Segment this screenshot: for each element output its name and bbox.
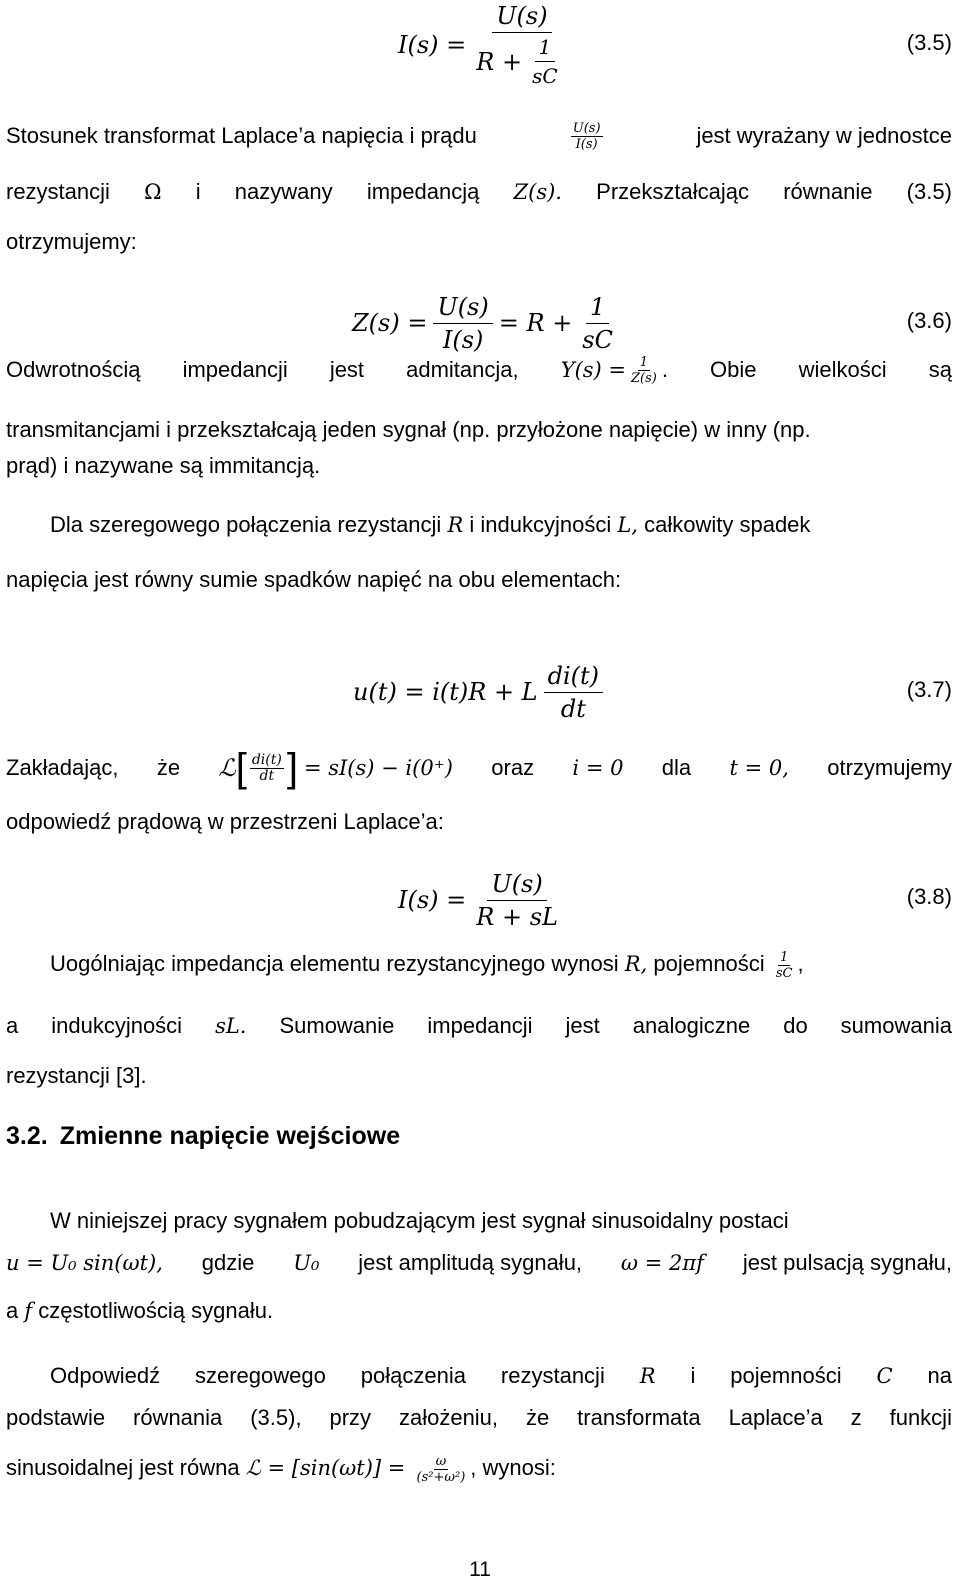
- paragraph-6-line-3: [6, 1293, 952, 1329]
- page-number: 11: [469, 1558, 491, 1581]
- word: wielkości: [798, 357, 887, 382]
- math-expression: = sI(s) − i(0⁺): [303, 756, 453, 780]
- text: a: [6, 1298, 19, 1323]
- eq35-inner-fraction: [528, 35, 562, 88]
- text: Dla szeregowego połączenia rezystancji: [50, 512, 442, 537]
- word: (3.5): [906, 179, 952, 204]
- math-laplace-sine: ℒ = [sin(ωt)] =: [245, 1456, 406, 1480]
- word: funkcji: [889, 1405, 952, 1430]
- word: impedancją: [366, 179, 480, 204]
- equation-number: (3.5): [906, 30, 952, 55]
- eq36-mid: = R +: [498, 309, 573, 337]
- eq37-lhs: u(t) = i(t)R + L: [353, 678, 538, 706]
- word: impedancji: [427, 1013, 533, 1038]
- word: oraz: [491, 755, 535, 780]
- word: (3.5),: [250, 1405, 302, 1430]
- eq37-fraction: [544, 662, 603, 723]
- math-t-zero: t = 0,: [729, 756, 789, 780]
- fraction-denominator: I(s): [575, 136, 598, 152]
- text: częstotliwością sygnału.: [38, 1298, 274, 1323]
- eq36-numerator: U(s): [433, 293, 492, 324]
- word: otrzymujemy: [827, 755, 952, 780]
- word: równanie: [783, 179, 873, 204]
- paragraph-1-line-3: otrzymujemy:: [6, 229, 137, 254]
- word: rezystancji: [500, 1363, 605, 1388]
- eq35-numerator: U(s): [492, 2, 551, 33]
- text: , wynosi:: [470, 1455, 556, 1480]
- section-title: Zmienne napięcie wejściowe: [59, 1122, 401, 1150]
- word: równania: [133, 1405, 223, 1430]
- word: sumowania: [840, 1013, 952, 1038]
- word: Obie: [710, 357, 757, 382]
- math-r: R: [639, 1364, 656, 1388]
- paragraph-4-line-1: [6, 746, 952, 790]
- word: i: [195, 179, 201, 204]
- paragraph-2-line-3: prąd) i nazywane są immitancją.: [6, 453, 321, 478]
- equation-number: (3.7): [906, 677, 952, 702]
- word: założeniu,: [398, 1405, 499, 1430]
- word: dla: [661, 755, 692, 780]
- word: rezystancji: [6, 179, 110, 204]
- comma: ,: [797, 951, 804, 976]
- eq36-denominator-2: sC: [582, 325, 613, 354]
- fraction-numerator: 1: [639, 354, 649, 370]
- paragraph-1-line-1: [6, 118, 952, 154]
- eq35-inner-den: sC: [532, 64, 558, 88]
- paragraph-1-line-2: [6, 174, 952, 210]
- word: Sumowanie: [279, 1013, 395, 1038]
- paragraph-2-line-1: [6, 352, 952, 388]
- word: szeregowego: [195, 1363, 326, 1388]
- eq38-fraction: [472, 870, 562, 931]
- eq38-numerator: U(s): [487, 870, 546, 901]
- eq37-denominator: dt: [560, 694, 586, 723]
- math-u0: U₀: [293, 1251, 320, 1275]
- inline-fraction: [629, 355, 659, 386]
- eq35-lhs: I(s) =: [398, 31, 467, 59]
- math-omega-def: ω = 2πf: [620, 1251, 704, 1275]
- paragraph-4-line-2: odpowiedź prądową w przestrzeni Laplace’a:: [6, 809, 444, 834]
- fraction-denominator: sC: [775, 965, 793, 981]
- eq36-lhs: Z(s) =: [352, 309, 428, 337]
- math-r: R,: [624, 952, 648, 976]
- section-heading: [6, 1122, 412, 1151]
- paragraph-7-line-1: [50, 1358, 952, 1394]
- inline-fraction: [571, 121, 603, 152]
- word: admitancja,: [406, 357, 519, 382]
- math-laplace-derivative: ℒ [ $\frac{di(t)}{dt}$ ] = sI(s) − i(0⁺): [218, 746, 453, 790]
- word: Laplace’a: [728, 1405, 823, 1430]
- math-omega: Ω: [144, 180, 162, 204]
- equation-3-8: [0, 860, 960, 940]
- word: pojemności: [730, 1363, 842, 1388]
- eq38-denominator: R + sL: [476, 902, 558, 931]
- fraction-numerator: di(t): [251, 751, 282, 768]
- text: i indukcyjności: [469, 512, 612, 537]
- text: gdzie: [201, 1250, 255, 1275]
- inline-fraction: [250, 753, 284, 784]
- math-admittance: Y(s) = $\frac{1}{Z(s)}$ .: [561, 352, 668, 388]
- section-number: 3.2.: [6, 1122, 48, 1150]
- word: indukcyjności: [51, 1013, 183, 1038]
- word: połączenia: [360, 1363, 466, 1388]
- fraction-denominator: Z(s): [631, 370, 657, 386]
- inline-fraction: [774, 950, 795, 981]
- paragraph-6-line-1: W niniejszej pracy sygnałem pobudzającym jest sygnał sinusoidalny postaci: [50, 1208, 789, 1233]
- fraction-denominator: dt: [259, 767, 275, 784]
- word: do: [783, 1013, 808, 1038]
- word: i: [690, 1363, 696, 1388]
- paragraph-3-line-2: napięcia jest równy sumie spadków napięć na obu elementach:: [6, 567, 622, 592]
- math-signal: u = U₀ sin(ωt),: [6, 1251, 163, 1275]
- word: na: [927, 1363, 952, 1388]
- word: Przekształcając: [596, 179, 749, 204]
- equation-3-5: [0, 0, 960, 90]
- equation-3-7: [0, 647, 960, 737]
- text: Stosunek transformat Laplace’a napięcia i prądu: [6, 123, 477, 148]
- text: jest pulsacją sygnału,: [742, 1250, 952, 1275]
- fraction-numerator: U(s): [572, 120, 601, 136]
- word: są: [928, 357, 952, 382]
- eq38-lhs: I(s) =: [398, 886, 467, 914]
- word: podstawie: [6, 1405, 106, 1430]
- text: sinusoidalnej jest równa: [6, 1455, 240, 1480]
- word: przy: [329, 1405, 372, 1430]
- eq36-fraction: [433, 293, 492, 354]
- math-zs: Z(s).: [513, 180, 562, 204]
- text: pojemności: [653, 951, 765, 976]
- fraction-numerator: 1: [779, 949, 789, 965]
- eq37-numerator: di(t): [544, 662, 603, 693]
- word: że: [525, 1405, 550, 1430]
- word: nazywany: [234, 179, 333, 204]
- word: Zakładając,: [6, 755, 119, 780]
- word: analogiczne: [632, 1013, 751, 1038]
- paragraph-5-line-3: rezystancji [3].: [6, 1063, 147, 1088]
- equation-number: (3.6): [906, 308, 952, 333]
- word: Odpowiedź: [50, 1363, 161, 1388]
- math-r: R: [447, 513, 464, 537]
- word: transformata: [577, 1405, 701, 1430]
- paragraph-5-line-1: [50, 946, 952, 982]
- word: jest: [329, 357, 365, 382]
- inline-fraction: [415, 1454, 468, 1485]
- paragraph-3-line-1: [50, 507, 952, 543]
- text: jest amplitudą sygnału,: [358, 1250, 583, 1275]
- math-laplace-symbol: ℒ: [218, 754, 236, 782]
- word: Odwrotnością: [6, 357, 141, 382]
- eq36-fraction-2: [578, 293, 617, 354]
- paragraph-2-line-2: transmitancjami i przekształcają jeden sygnał (np. przyłożone napięcie) w inny (np.: [6, 417, 811, 442]
- equation-number: (3.8): [906, 884, 952, 909]
- math-i-zero: i = 0: [572, 756, 624, 780]
- fraction-numerator: ω: [435, 1453, 447, 1469]
- math-sl: sL.: [215, 1014, 247, 1038]
- fraction-denominator: (s²+ω²): [416, 1469, 466, 1485]
- text: całkowity spadek: [644, 512, 811, 537]
- word: jest: [565, 1013, 600, 1038]
- word: z: [850, 1405, 862, 1430]
- word: impedancji: [182, 357, 288, 382]
- paragraph-7-line-2: [6, 1400, 952, 1436]
- word: a: [6, 1013, 19, 1038]
- text: jest wyrażany w jednostce: [696, 123, 952, 148]
- paragraph-5-line-2: [6, 1008, 952, 1044]
- eq35-inner-num: 1: [535, 35, 556, 62]
- eq35-denominator: [472, 33, 571, 88]
- eq35-fraction: [472, 2, 571, 88]
- word: że: [156, 755, 181, 780]
- paragraph-7-line-3: [6, 1446, 952, 1490]
- math-l: L,: [617, 513, 638, 537]
- eq36-numerator-2: 1: [586, 293, 609, 324]
- eq35-den-a: R +: [476, 47, 523, 76]
- math-ys: Y(s) =: [560, 358, 626, 382]
- math-f: f: [24, 1299, 33, 1323]
- eq36-denominator: I(s): [442, 325, 484, 354]
- text: Uogólniając impedancja elementu rezystancyjnego wynosi: [50, 951, 619, 976]
- paragraph-6-line-2: [6, 1245, 952, 1281]
- math-c: C: [876, 1364, 893, 1388]
